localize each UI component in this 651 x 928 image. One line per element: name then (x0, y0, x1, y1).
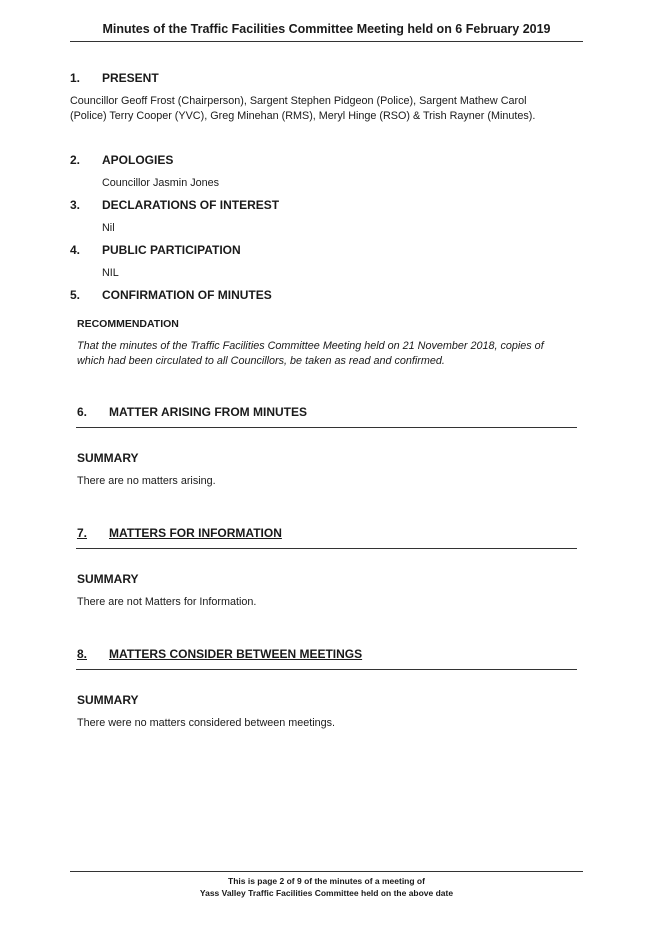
section-3-heading: DECLARATIONS OF INTEREST (102, 198, 280, 212)
section-4-heading: PUBLIC PARTICIPATION (102, 243, 241, 257)
section-8-number: 8. (77, 647, 88, 661)
footer-divider (70, 871, 583, 872)
footer-line-1: This is page 2 of 9 of the minutes of a meeting of (228, 876, 425, 886)
section-7-divider (76, 548, 577, 549)
declarations-text: Nil (102, 222, 115, 234)
section-7-heading: MATTERS FOR INFORMATION (109, 526, 282, 540)
apologies-text: Councillor Jasmin Jones (102, 177, 220, 189)
recommendation-label: RECOMMENDATION (77, 318, 179, 330)
section-6-summary-text: There are no matters arising. (77, 475, 216, 487)
recommendation-line-2: which had been circulated to all Councillors, be taken as read and confirmed. (77, 355, 445, 367)
section-6-heading: MATTER ARISING FROM MINUTES (109, 405, 307, 419)
section-1-heading: PRESENT (102, 71, 159, 85)
section-1-number: 1. (70, 71, 81, 85)
header-divider (70, 41, 583, 42)
section-6-summary-label: SUMMARY (77, 451, 139, 465)
section-2-heading: APOLOGIES (102, 153, 174, 167)
section-3-number: 3. (70, 198, 81, 212)
section-8-summary-text: There were no matters considered between meetings. (77, 717, 336, 729)
page-header-title: Minutes of the Traffic Facilities Committee Meeting held on 6 February 2019 (102, 22, 551, 36)
section-5-number: 5. (70, 288, 81, 302)
section-8-heading: MATTERS CONSIDER BETWEEN MEETINGS (109, 647, 363, 661)
public-participation-text: NIL (102, 267, 119, 279)
present-line-2: (Police) Terry Cooper (YVC), Greg Minehan (RMS), Meryl Hinge (RSO) & Trish Rayner (Minutes). (70, 110, 536, 122)
recommendation-line-1: That the minutes of the Traffic Facilities Committee Meeting held on 21 November 2018, copies of (77, 340, 544, 352)
present-line-1: Councillor Geoff Frost (Chairperson), Sargent Stephen Pidgeon (Police), Sargent Mathew Carol (70, 95, 527, 107)
section-5-heading: CONFIRMATION OF MINUTES (102, 288, 272, 302)
section-7-number: 7. (77, 526, 88, 540)
section-4-number: 4. (70, 243, 81, 257)
section-6-divider (76, 427, 577, 428)
section-6-number: 6. (77, 405, 88, 419)
section-2-number: 2. (70, 153, 81, 167)
section-7-summary-label: SUMMARY (77, 572, 139, 586)
footer-line-2: Yass Valley Traffic Facilities Committee held on the above date (199, 888, 454, 898)
section-8-summary-label: SUMMARY (77, 693, 139, 707)
section-8-divider (76, 669, 577, 670)
section-7-summary-text: There are not Matters for Information. (77, 596, 257, 608)
